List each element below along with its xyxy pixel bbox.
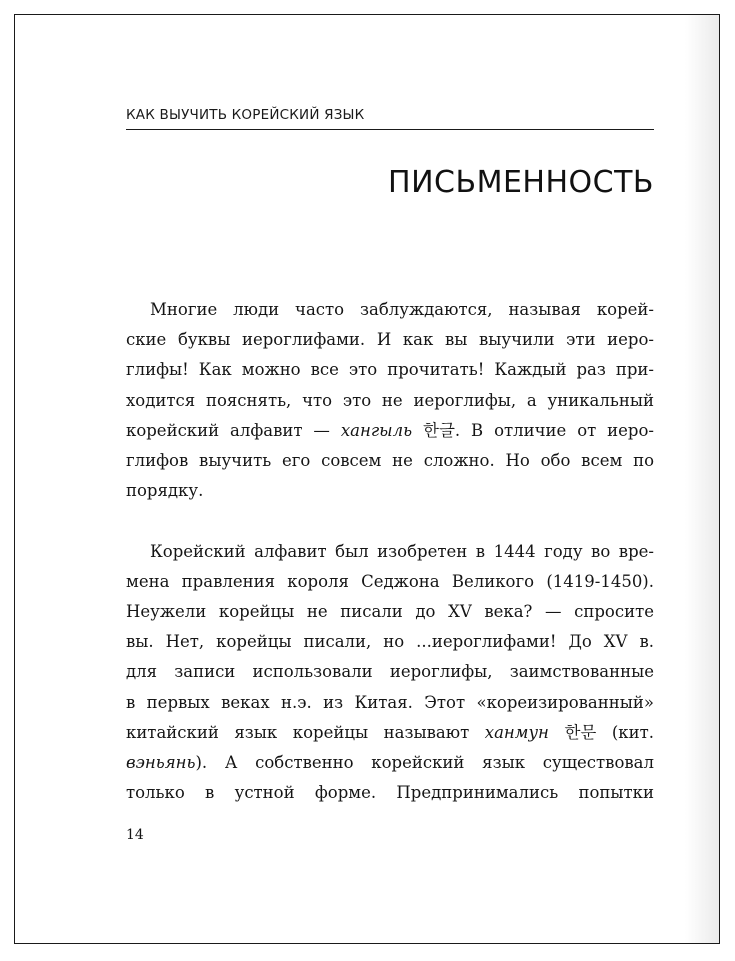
text-line: Многие люди часто заблуждаются, называя корей- [150, 300, 654, 319]
text-line: Неужели корейцы не писали до XV века? — спросите [126, 602, 654, 622]
paragraph-2 [126, 537, 654, 809]
text-line: ходится пояснять, что это не иероглифы, а уникальный [126, 390, 654, 410]
text-line: глифы! Как можно все это прочитать! Каждый раз при- [126, 360, 654, 380]
header-rule [126, 129, 654, 130]
running-head: КАК ВЫУЧИТЬ КОРЕЙСКИЙ ЯЗЫК [126, 107, 365, 123]
term-wenyan: вэньянь [126, 753, 196, 773]
text-line: корейский алфавит — хангыль 한글. В отличие от иеро- [126, 420, 654, 440]
text-line: ские буквы иероглифами. И как вы выучили эти иеро- [126, 330, 654, 350]
text-line: для записи использовали иероглифы, заимствованные [126, 662, 654, 682]
text-line: мена правления короля Седжона Великого (1419-1450). [126, 571, 654, 591]
page-edge-shadow [685, 15, 719, 943]
book-page [14, 14, 720, 944]
body-text [126, 295, 654, 808]
text-line: Корейский алфавит был изобретен в 1444 году во вре- [150, 541, 654, 561]
text-line: в первых веках н.э. из Китая. Этот «кореизированный» [126, 692, 654, 712]
term-hanmun: ханмун [484, 722, 549, 742]
paragraph-1 [126, 295, 654, 506]
text-line: только в устной форме. Предпринимались попытки [126, 783, 654, 803]
text-line: вэньянь). А собственно корейский язык существовал [126, 753, 654, 773]
term-hangul: хангыль [340, 420, 413, 440]
text-line: вы. Нет, корейцы писали, но ...иероглифами! До XV в. [126, 632, 654, 652]
text-line: глифов выучить его совсем не сложно. Но обо всем по [126, 451, 654, 471]
text-line: китайский язык корейцы называют ханмун 한문 (кит. [126, 722, 654, 742]
page-number: 14 [126, 827, 144, 843]
chapter-title: ПИСЬМЕННОСТЬ [388, 165, 654, 200]
text-line: порядку. [126, 481, 204, 501]
paragraph-gap [126, 506, 654, 536]
